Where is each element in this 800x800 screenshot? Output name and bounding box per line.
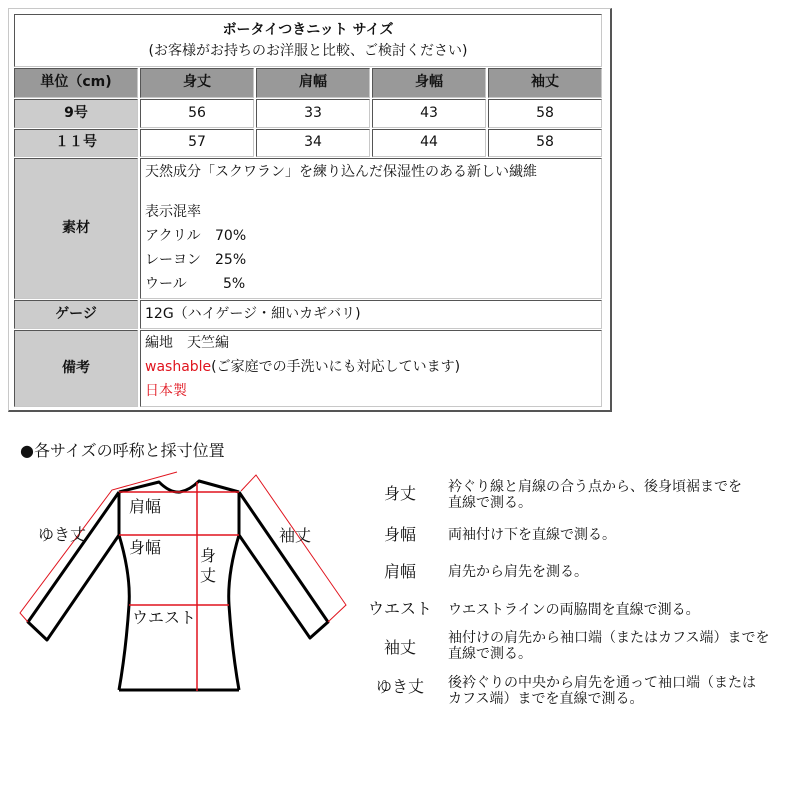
size-label: １１号 xyxy=(14,129,138,157)
label-yuki: ゆき丈 xyxy=(38,525,87,544)
table-title: ボータイつきニット サイズ xyxy=(222,21,394,38)
blend-row: アクリル 70% xyxy=(145,228,247,244)
table-cell: 44 xyxy=(372,129,486,157)
column-header-shoulder: 肩幅 xyxy=(256,68,370,98)
label-length: 身丈 xyxy=(200,546,217,585)
legend-term: ウエスト xyxy=(367,599,432,618)
material-cell xyxy=(140,158,602,299)
label-sleeve: 袖丈 xyxy=(279,526,312,545)
label-shoulder: 肩幅 xyxy=(129,497,162,516)
country-of-origin: 日本製 xyxy=(145,383,187,399)
table-cell: 56 xyxy=(140,99,254,128)
table-title-cell xyxy=(14,14,602,67)
size-label: 9号 xyxy=(14,99,138,128)
table-cell: 43 xyxy=(372,99,486,128)
legend-desc: 袖付けの肩先から袖口端（またはカフス端）までを 直線で測る。 xyxy=(448,630,770,662)
table-cell: 57 xyxy=(140,129,254,157)
notes-cell xyxy=(140,330,602,407)
label-chest: 身幅 xyxy=(129,538,162,557)
table-cell: 33 xyxy=(256,99,370,128)
garment-outline xyxy=(28,481,328,690)
knit-type: 編地 天竺編 xyxy=(145,335,229,351)
table-cell: 58 xyxy=(488,129,602,157)
legend-term: 肩幅 xyxy=(383,562,416,581)
legend-desc: 両袖付け下を直線で測る。 xyxy=(448,527,616,543)
material-label: 素材 xyxy=(14,158,138,299)
washable-line xyxy=(145,355,460,379)
legend-term: 袖丈 xyxy=(383,638,416,657)
legend-desc: 肩先から肩先を測る。 xyxy=(448,564,588,580)
column-header-chest: 身幅 xyxy=(372,68,486,98)
label-waist: ウエスト xyxy=(132,608,197,627)
table-subtitle: (お客様がお持ちのお洋服と比較、ご検討ください) xyxy=(148,42,468,59)
material-description: 天然成分「スクワラン」を練り込んだ保湿性のある新しい繊維 xyxy=(145,164,537,180)
table-cell: 34 xyxy=(256,129,370,157)
washable-note: (ご家庭での手洗いにも対応しています) xyxy=(211,359,461,375)
section-heading: ●各サイズの呼称と採寸位置 xyxy=(20,441,225,460)
gauge-value: 12G（ハイゲージ・細いカギバリ) xyxy=(140,300,602,329)
blend-title: 表示混率 xyxy=(145,204,201,220)
legend-term: 身幅 xyxy=(383,525,416,544)
legend-desc: 後衿ぐりの中央から肩先を通って袖口端（または カフス端）までを直線で測る。 xyxy=(448,675,756,707)
notes-label: 備考 xyxy=(14,330,138,407)
gauge-label: ゲージ xyxy=(14,300,138,329)
washable-tag: washable xyxy=(145,359,212,375)
sleeve-outline xyxy=(241,475,346,622)
column-header-length: 身丈 xyxy=(140,68,254,98)
legend-desc: 衿ぐり線と肩線の合う点から、後身頃裾までを 直線で測る。 xyxy=(448,479,742,511)
table-cell: 58 xyxy=(488,99,602,128)
legend-desc: ウエストラインの両脇間を直線で測る。 xyxy=(448,602,700,618)
blend-row: レーヨン 25% xyxy=(145,252,247,268)
legend-term: 身丈 xyxy=(383,484,416,503)
unit-header: 単位（cm) xyxy=(14,68,138,98)
blend-row: ウール 5% xyxy=(145,276,246,292)
legend-term: ゆき丈 xyxy=(375,677,424,696)
column-header-sleeve: 袖丈 xyxy=(488,68,602,98)
